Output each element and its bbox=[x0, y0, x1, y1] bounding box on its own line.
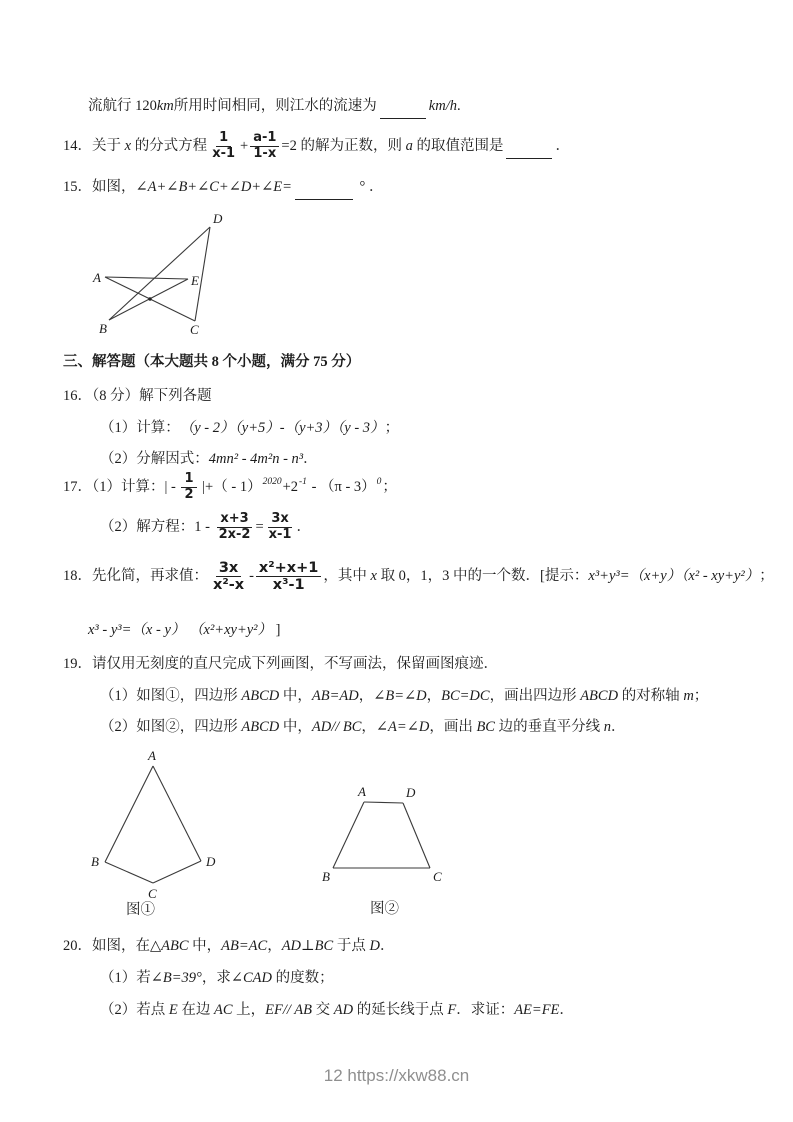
question-16-part1 bbox=[100, 418, 399, 439]
text-run: km bbox=[156, 98, 174, 114]
text-run: 19．请仅用无刻度的直尺完成下列画图，不写画法，保留画图痕迹． bbox=[63, 656, 498, 672]
vertex-label-c: C bbox=[148, 886, 157, 901]
text-run: ABCD bbox=[580, 688, 619, 704]
text-run: E bbox=[168, 1002, 178, 1018]
text-run: 三、解答题（本大题共 8 个小题，满分 75 分） bbox=[63, 354, 361, 370]
vertex-label-b: B bbox=[322, 869, 330, 884]
text-run: AD⊥BC bbox=[281, 938, 334, 954]
text-run: 取 0，1，3 中的一个数．[提示： bbox=[376, 568, 589, 585]
text-run: x bbox=[124, 137, 132, 154]
text-run: ∠A+∠B+∠C+∠D+∠E= bbox=[135, 179, 292, 195]
text-run: 的度数； bbox=[272, 970, 334, 986]
text-run: 边的垂直平分线 bbox=[494, 719, 604, 735]
text-run: （1）计算： bbox=[100, 420, 180, 436]
fraction: $\frac{3x}{x-1}$ bbox=[268, 511, 292, 542]
question-16 bbox=[63, 386, 212, 407]
text-run: + bbox=[240, 137, 249, 154]
text-run: 的分式方程 bbox=[131, 137, 208, 154]
text-run: AB=AD bbox=[311, 688, 359, 704]
vertex-label-b: B bbox=[99, 321, 107, 336]
question-20-part1 bbox=[100, 968, 334, 989]
figure-line-dc bbox=[403, 803, 430, 868]
figure-line-da bbox=[153, 766, 201, 861]
fraction: $\frac{1}{2}$ bbox=[181, 472, 196, 502]
text-run: F bbox=[447, 1002, 457, 1018]
figure-line-bc bbox=[105, 862, 153, 883]
text-run: = bbox=[255, 518, 264, 535]
text-run: AB=AC bbox=[221, 938, 268, 954]
intersection-dot bbox=[148, 297, 151, 300]
text-run: ] bbox=[272, 622, 281, 638]
fraction: $\frac{a-1}{1-x}$ bbox=[250, 131, 279, 161]
text-run: a bbox=[405, 137, 413, 154]
text-run: x bbox=[370, 568, 377, 585]
text-run: ， bbox=[358, 688, 374, 704]
vertex-label-d: D bbox=[206, 854, 216, 869]
fraction: $\frac{1}{x-1}$ bbox=[212, 130, 236, 161]
text-run: 14．关于 bbox=[63, 137, 125, 154]
text-run: 交 bbox=[312, 1002, 334, 1018]
text-run: ． bbox=[379, 938, 395, 954]
text-run: BC bbox=[476, 719, 495, 735]
vertex-label-a: A bbox=[358, 784, 366, 799]
vertex-label-a: A bbox=[93, 270, 101, 285]
text-run: ABC bbox=[161, 938, 189, 954]
text-run: 的延长线于点 bbox=[353, 1002, 448, 1018]
figure-2-trapezoid bbox=[318, 780, 453, 920]
text-run: 在边 bbox=[177, 1002, 214, 1018]
text-run: （2）若点 bbox=[100, 1002, 169, 1018]
figure-1-kite bbox=[88, 748, 223, 920]
figure-line-ae bbox=[105, 277, 188, 279]
text-run: （2）如图②，四边形 bbox=[100, 719, 242, 735]
text-run: AD bbox=[333, 1002, 354, 1018]
text-run: ∠CAD bbox=[230, 970, 272, 986]
fraction: $\frac{3x}{\text{x²-x}}$ bbox=[213, 560, 245, 594]
text-run: ， bbox=[361, 719, 376, 735]
text-run: AD// BC bbox=[311, 719, 362, 735]
text-run: BC=DC bbox=[441, 688, 490, 704]
text-run: ． bbox=[610, 719, 626, 735]
text-run: （2）解方程：1 - bbox=[100, 518, 214, 535]
text-run: 4mn² - 4m²n - n³ bbox=[208, 451, 304, 467]
text-run: EF// AB bbox=[265, 1002, 312, 1018]
text-run: ． bbox=[555, 137, 570, 154]
text-run: ° ． bbox=[355, 179, 384, 195]
text-run: 15．如图， bbox=[63, 179, 136, 195]
text-run: n bbox=[603, 719, 611, 735]
figure-q15-star bbox=[85, 207, 235, 342]
blank-underline bbox=[295, 185, 353, 201]
section-3-header bbox=[63, 352, 360, 373]
vertex-label-e: E bbox=[191, 273, 199, 288]
text-run: ∠B=39° bbox=[150, 970, 202, 986]
question-18 bbox=[63, 560, 774, 593]
text-run: D bbox=[369, 938, 380, 954]
text-run: ，其中 bbox=[323, 568, 371, 585]
text-run: ABCD bbox=[241, 719, 280, 735]
text-run: ； bbox=[384, 420, 400, 436]
text-run: ； bbox=[693, 688, 709, 704]
figure-line-ab bbox=[105, 766, 153, 862]
vertex-label-d: D bbox=[213, 211, 223, 226]
text-run: x³ - y³=（x - y） （x²+xy+y²） bbox=[88, 622, 273, 638]
text-run: （1）如图①，四边形 bbox=[100, 688, 242, 704]
text-run: ∠A=∠D bbox=[375, 719, 430, 735]
fraction: $\frac{\text{x²+x+1}}{\text{x³-1}}$ bbox=[256, 560, 321, 593]
text-run: （2）分解因式： bbox=[100, 451, 209, 467]
text-run: ． bbox=[296, 518, 311, 535]
question-17-part2 bbox=[100, 512, 311, 542]
text-run: 16．（8 分）解下列各题 bbox=[63, 388, 212, 404]
figure-line-ab bbox=[333, 802, 364, 868]
question-15 bbox=[63, 177, 383, 198]
vertex-label-c: C bbox=[433, 869, 442, 884]
figure-1-caption: 图① bbox=[126, 902, 155, 918]
figure-line-cd bbox=[153, 861, 201, 883]
vertex-label-a: A bbox=[148, 748, 156, 763]
figure-line-ad bbox=[364, 802, 403, 803]
text-run: - （π - 3） bbox=[307, 478, 376, 495]
question-19-part2 bbox=[100, 717, 625, 738]
question-19-part1 bbox=[100, 686, 708, 707]
text-run: AC bbox=[213, 1002, 233, 1018]
question-19 bbox=[63, 654, 498, 675]
text-run: 17．（1）计算：| - bbox=[63, 478, 180, 495]
text-run: +2 bbox=[282, 478, 299, 495]
fraction: $\frac{x+3}{2x-2}$ bbox=[218, 511, 251, 542]
blank-underline bbox=[506, 143, 552, 159]
text-run: km/h bbox=[428, 98, 457, 114]
figure-2-caption: 图② bbox=[370, 901, 399, 917]
text-run: |+（ - 1） bbox=[198, 478, 262, 495]
text-run: 中， bbox=[279, 688, 312, 704]
question-20-part2 bbox=[100, 1000, 574, 1021]
text-run: AE=FE bbox=[514, 1002, 560, 1018]
text-run: ，画出四边形 bbox=[489, 688, 581, 704]
text-run: ABCD bbox=[241, 688, 280, 704]
text-run: ； bbox=[759, 568, 774, 585]
text-run: 中， bbox=[188, 938, 222, 954]
page-footer: 12 https://xkw88.cn bbox=[323, 1066, 470, 1085]
text-run: 20．如图，在△ bbox=[63, 938, 162, 954]
text-run: - bbox=[249, 568, 254, 585]
question-14 bbox=[63, 131, 570, 161]
text-run: . bbox=[456, 98, 461, 114]
text-run: 于点 bbox=[333, 938, 370, 954]
text-run: ． bbox=[559, 1002, 574, 1018]
text-run: 上， bbox=[232, 1002, 266, 1018]
question-17-part1: 17．（1）计算：| - $\frac{1}{2}$ |+（ - 1） 2020 +2 -1 - （π - 3） 0 ； bbox=[63, 471, 397, 502]
vertex-label-d: D bbox=[406, 785, 416, 800]
text-run: ．求证： bbox=[456, 1002, 515, 1018]
blank-underline bbox=[380, 104, 426, 120]
text-run: 的取值范围是 bbox=[412, 137, 504, 154]
text-run: （y - 2）（y+5）-（y+3）（y - 3） bbox=[179, 420, 385, 436]
text-run: （1）若 bbox=[100, 970, 151, 986]
text-run: 流航行 120 bbox=[88, 98, 157, 114]
vertex-label-b: B bbox=[91, 854, 99, 869]
text-run: m bbox=[683, 688, 694, 704]
text-run: ， bbox=[267, 938, 282, 954]
question-13-continuation bbox=[88, 96, 461, 117]
text-run: 所用时间相同，则江水的流速为 bbox=[173, 98, 377, 114]
vertex-label-c: C bbox=[190, 322, 199, 337]
question-20 bbox=[63, 936, 394, 957]
text-run: ， bbox=[426, 688, 442, 704]
text-run: ． bbox=[303, 451, 318, 467]
text-run: 的对称轴 bbox=[618, 688, 684, 704]
text-run: 18．先化简，再求值： bbox=[63, 568, 208, 585]
question-18-hint-continued bbox=[88, 620, 280, 641]
text-run: x³+y³=（x+y）（x² - xy+y²） bbox=[588, 568, 760, 585]
question-16-part2 bbox=[100, 449, 318, 470]
text-run: 中， bbox=[279, 719, 312, 735]
text-run: =2 的解为正数，则 bbox=[281, 137, 406, 154]
text-run: ； bbox=[382, 478, 397, 495]
text-run: ，求 bbox=[201, 970, 231, 986]
text-run: ，画出 bbox=[429, 719, 477, 735]
text-run: ∠B=∠D bbox=[373, 688, 427, 704]
